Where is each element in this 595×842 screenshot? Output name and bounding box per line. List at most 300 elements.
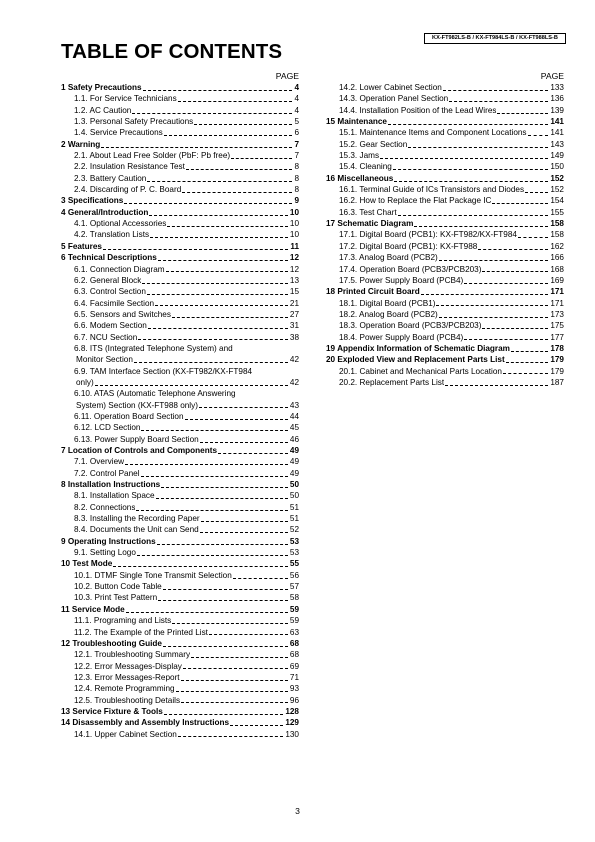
toc-entry-label: 6.1. Connection Diagram: [74, 264, 165, 274]
toc-subsection-entry[interactable]: [326, 275, 564, 286]
toc-subsection-entry[interactable]: [61, 343, 299, 354]
dot-leader: [233, 577, 288, 579]
toc-section-entry[interactable]: [61, 445, 299, 456]
toc-entry-page: 4: [294, 83, 299, 92]
toc-entry-page: 10: [289, 207, 299, 217]
dot-leader: [230, 724, 283, 726]
toc-subsection-entry[interactable]: [61, 547, 299, 558]
toc-entry-page: 46: [289, 434, 299, 444]
toc-subsection-entry[interactable]: [61, 286, 299, 297]
toc-subsection-entry[interactable]: [61, 116, 299, 127]
dot-leader: [237, 396, 297, 397]
toc-entry-label: 12 Troubleshooting Guide: [61, 638, 162, 648]
toc-subsection-entry[interactable]: [61, 661, 299, 672]
toc-entry-page: 53: [289, 536, 299, 546]
dot-leader: [178, 100, 293, 102]
toc-entry-label: 6.4. Facsimile Section: [74, 298, 155, 308]
toc-entry-label: 15.2. Gear Section: [339, 139, 408, 149]
toc-subsection-entry[interactable]: [61, 105, 299, 116]
toc-entry-page: 69: [289, 661, 299, 671]
toc-entry-page: 52: [289, 525, 299, 535]
dot-leader: [478, 248, 548, 250]
toc-entry-page: 12: [289, 264, 299, 274]
dot-leader: [200, 531, 288, 533]
toc-subsection-entry[interactable]: [61, 275, 299, 286]
dot-leader: [393, 168, 549, 170]
model-number-badge: KX-FT982LS-B / KX-FT984LS-B / KX-FT988LS-B: [424, 33, 566, 44]
toc-entry-page: 158: [550, 219, 564, 229]
toc-section-entry[interactable]: [61, 241, 299, 252]
toc-subsection-entry[interactable]: [61, 434, 299, 445]
dot-leader: [172, 316, 288, 318]
toc-entry-page: 68: [289, 638, 299, 648]
toc-entry-page: 8: [294, 173, 299, 183]
toc-subsection-entry[interactable]: [61, 184, 299, 195]
dot-leader: [439, 316, 549, 318]
dot-leader: [506, 361, 549, 363]
dot-leader: [200, 441, 288, 443]
toc-entry-page: 10: [289, 230, 299, 240]
toc-subsection-entry[interactable]: [326, 377, 564, 388]
dot-leader: [185, 418, 288, 420]
dot-leader: [482, 327, 548, 329]
toc-subsection-entry[interactable]: [61, 320, 299, 331]
dot-leader: [497, 112, 548, 114]
dot-leader: [234, 351, 297, 352]
toc-entry-label: 10 Test Mode: [61, 559, 113, 569]
dot-leader: [218, 452, 288, 454]
toc-entry-label: 6.2. General Block: [74, 275, 142, 285]
toc-column-left: [61, 70, 299, 740]
toc-entry-label: 1.3. Personal Safety Precautions: [74, 117, 194, 127]
dot-leader: [137, 554, 288, 556]
toc-entry-page: 7: [294, 151, 299, 161]
dot-leader: [132, 112, 292, 114]
toc-entry-page: 93: [289, 684, 299, 694]
toc-subsection-entry[interactable]: [326, 207, 564, 218]
toc-entry-page: 133: [550, 83, 564, 92]
toc-subsection-entry[interactable]: [326, 320, 564, 331]
toc-entry-page: 130: [285, 729, 299, 739]
toc-subsection-entry[interactable]: [61, 729, 299, 740]
dot-leader: [414, 225, 548, 227]
toc-entry-label: 18 Printed Circuit Board: [326, 287, 420, 297]
dot-leader: [147, 180, 292, 182]
toc-entry-label: 4.2. Translation Lists: [74, 230, 150, 240]
toc-entry-page: 152: [550, 185, 564, 195]
dot-leader: [525, 191, 548, 193]
dot-leader: [449, 100, 548, 102]
toc-entry-label: 6.6. Modem Section: [74, 321, 147, 331]
toc-entry-label: 6.11. Operation Board Section: [74, 411, 184, 421]
toc-subsection-entry[interactable]: [61, 411, 299, 422]
dot-leader: [183, 667, 288, 669]
toc-entry-label: 16.3. Test Chart: [339, 207, 397, 217]
toc-entry-page: 56: [289, 570, 299, 580]
toc-entry-page: 42: [289, 377, 299, 387]
dot-leader: [124, 202, 292, 204]
dot-leader: [156, 497, 288, 499]
toc-entry-page: 71: [289, 672, 299, 682]
toc-entry-page: 9: [294, 196, 299, 206]
dot-leader: [147, 293, 288, 295]
toc-entry-label: 8.3. Installing the Recording Paper: [74, 514, 200, 524]
toc-section-entry[interactable]: [61, 638, 299, 649]
toc-subsection-entry[interactable]: [326, 264, 564, 275]
toc-entry-label: 5 Features: [61, 241, 102, 251]
toc-subsection-entry[interactable]: [61, 388, 299, 399]
toc-entry-label: 11.2. The Example of the Printed List: [74, 627, 208, 637]
toc-entry-page: 152: [550, 173, 564, 183]
toc-entry-label: 17 Schematic Diagram: [326, 219, 414, 229]
toc-entry-label: 14.2. Lower Cabinet Section: [339, 83, 442, 92]
toc-entry-page: 49: [289, 468, 299, 478]
toc-entry-label: 17.2. Digital Board (PCB1): KX-FT988: [339, 241, 478, 251]
toc-subsection-entry[interactable]: [326, 366, 564, 377]
toc-list-right: [326, 82, 564, 388]
toc-entry-page: 128: [285, 706, 299, 716]
toc-entry-label: 8.2. Connections: [74, 502, 136, 512]
toc-subsection-entry[interactable]: [61, 173, 299, 184]
toc-entry-page: 55: [289, 559, 299, 569]
dot-leader: [231, 157, 292, 159]
toc-entry-page: 143: [550, 139, 564, 149]
dot-leader: [181, 679, 288, 681]
toc-entry-page: 171: [550, 287, 564, 297]
toc-entry-label: Monitor Section: [76, 355, 133, 365]
dot-leader: [518, 236, 548, 238]
toc-section-entry[interactable]: [326, 116, 564, 127]
toc-subsection-entry[interactable]: [61, 298, 299, 309]
toc-entry-page: 51: [289, 514, 299, 524]
toc-entry-label: 6.8. ITS (Integrated Telephone System) and: [74, 343, 233, 353]
toc-entry-label: 20 Exploded View and Replacement Parts List: [326, 355, 505, 365]
toc-list-left: [61, 82, 299, 740]
toc-entry-label: 16.1. Terminal Guide of ICs Transistors and Diodes: [339, 185, 525, 195]
toc-entry-label: 16 Miscellaneous: [326, 173, 394, 183]
toc-entry-page: 12: [289, 253, 299, 263]
dot-leader: [163, 645, 288, 647]
toc-section-entry[interactable]: [61, 706, 299, 717]
toc-section-entry[interactable]: [61, 139, 299, 150]
toc-subsection-entry[interactable]: [61, 502, 299, 513]
toc-subsection-entry[interactable]: [61, 490, 299, 501]
toc-section-entry[interactable]: [326, 354, 564, 365]
toc-entry-page: 169: [550, 275, 564, 285]
toc-entry-label: 17.1. Digital Board (PCB1): KX-FT982/KX-FT984: [339, 230, 517, 240]
toc-entry-label: 9 Operating Instructions: [61, 536, 156, 546]
toc-entry-label: 2.2. Insulation Resistance Test: [74, 162, 185, 172]
toc-subsection-entry[interactable]: [326, 82, 564, 93]
toc-subsection-entry[interactable]: [61, 366, 299, 377]
toc-section-entry[interactable]: [61, 479, 299, 490]
toc-entry-page: 158: [550, 230, 564, 240]
toc-section-entry[interactable]: [61, 558, 299, 569]
toc-section-entry[interactable]: [61, 536, 299, 547]
toc-entry-label: 2 Warning: [61, 139, 101, 149]
toc-entry-page: 49: [289, 457, 299, 467]
toc-entry-label: 12.5. Troubleshooting Details: [74, 695, 181, 705]
toc-subsection-entry[interactable]: [61, 400, 299, 411]
dot-leader: [528, 134, 549, 136]
toc-entry-label: 10.1. DTMF Single Tone Transmit Selection: [74, 570, 232, 580]
toc-entry-label: 12.3. Error Messages-Report: [74, 672, 180, 682]
toc-subsection-entry[interactable]: [326, 161, 564, 172]
dot-leader: [176, 690, 288, 692]
dot-leader: [157, 543, 288, 545]
toc-entry-label: 14.3. Operation Panel Section: [339, 94, 449, 104]
toc-subsection-entry[interactable]: [326, 93, 564, 104]
toc-entry-label: 7.1. Overview: [74, 457, 125, 467]
toc-subsection-entry[interactable]: [61, 264, 299, 275]
toc-entry-label: 4.1. Optional Accessories: [74, 219, 167, 229]
toc-entry-page: 50: [289, 480, 299, 490]
dot-leader: [464, 282, 548, 284]
dot-leader: [199, 406, 288, 408]
dot-leader: [142, 282, 288, 284]
toc-entry-page: 68: [289, 650, 299, 660]
toc-subsection-entry[interactable]: [61, 581, 299, 592]
toc-entry-page: 58: [289, 593, 299, 603]
dot-leader: [158, 259, 288, 261]
toc-entry-label: 11.1. Programing and Lists: [74, 616, 172, 626]
toc-entry-page: 5: [294, 117, 299, 127]
dot-leader: [164, 713, 284, 715]
dot-leader: [141, 429, 287, 431]
dot-leader: [134, 361, 288, 363]
toc-entry-page: 49: [289, 446, 299, 455]
toc-entry-page: 10: [289, 219, 299, 229]
toc-subsection-entry[interactable]: [61, 309, 299, 320]
dot-leader: [148, 327, 288, 329]
dot-leader: [161, 486, 288, 488]
toc-entry-page: 50: [289, 491, 299, 501]
toc-entry-page: 4: [294, 105, 299, 115]
toc-entry-label: 3 Specifications: [61, 196, 124, 206]
toc-subsection-entry[interactable]: [61, 468, 299, 479]
toc-entry-label: 1.2. AC Caution: [74, 105, 132, 115]
toc-subsection-entry[interactable]: [61, 422, 299, 433]
toc-entry-page: 129: [285, 718, 299, 728]
toc-entry-page: 42: [289, 355, 299, 365]
toc-subsection-entry[interactable]: [61, 695, 299, 706]
dot-leader: [186, 168, 293, 170]
toc-subsection-entry[interactable]: [61, 627, 299, 638]
toc-subsection-entry[interactable]: [61, 672, 299, 683]
toc-entry-label: 1.4. Service Precautions: [74, 128, 163, 138]
toc-entry-label: 20.1. Cabinet and Mechanical Parts Location: [339, 366, 502, 376]
toc-entry-label: 15 Maintenance: [326, 117, 387, 127]
toc-entry-page: 150: [550, 162, 564, 172]
toc-subsection-entry[interactable]: [326, 139, 564, 150]
toc-entry-label: 15.4. Cleaning: [339, 162, 392, 172]
toc-entry-page: 139: [550, 105, 564, 115]
toc-entry-label: 6 Technical Descriptions: [61, 253, 157, 263]
toc-subsection-entry[interactable]: [61, 354, 299, 365]
toc-entry-page: 168: [550, 264, 564, 274]
toc-entry-label: 7 Location of Controls and Components: [61, 446, 218, 455]
toc-subsection-entry[interactable]: [326, 127, 564, 138]
toc-subsection-entry[interactable]: [326, 195, 564, 206]
toc-column-right: [326, 70, 564, 388]
toc-entry-label: 18.4. Power Supply Board (PCB4): [339, 332, 464, 342]
dot-leader: [445, 384, 548, 386]
toc-entry-page: 27: [289, 309, 299, 319]
dot-leader: [209, 633, 288, 635]
dot-leader: [166, 270, 288, 272]
toc-subsection-entry[interactable]: [61, 93, 299, 104]
toc-entry-page: 38: [289, 332, 299, 342]
dot-leader: [181, 701, 288, 703]
toc-entry-page: 6: [294, 128, 299, 138]
toc-entry-page: 179: [550, 366, 564, 376]
toc-subsection-entry[interactable]: [61, 456, 299, 467]
dot-leader: [158, 599, 288, 601]
page-column-heading-left: PAGE: [275, 71, 299, 81]
toc-section-entry[interactable]: [326, 286, 564, 297]
toc-subsection-entry[interactable]: [326, 252, 564, 263]
toc-subsection-entry[interactable]: [326, 105, 564, 116]
toc-section-entry[interactable]: [326, 343, 564, 354]
toc-entry-label: 15.1. Maintenance Items and Component Locations: [339, 128, 527, 138]
toc-section-entry[interactable]: [61, 82, 299, 93]
toc-entry-label: 6.3. Control Section: [74, 287, 146, 297]
toc-subsection-entry[interactable]: [61, 615, 299, 626]
toc-subsection-entry[interactable]: [61, 649, 299, 660]
toc-subsection-entry[interactable]: [61, 161, 299, 172]
toc-entry-label: 15.3. Jams: [339, 151, 380, 161]
toc-subsection-entry[interactable]: [61, 218, 299, 229]
dot-leader: [439, 259, 549, 261]
toc-subsection-entry[interactable]: [61, 127, 299, 138]
toc-entry-label: 6.9. TAM Interface Section (KX-FT982/KX-FT984: [74, 366, 253, 376]
toc-entry-page: 31: [289, 321, 299, 331]
dot-leader: [482, 270, 548, 272]
toc-entry-label: 14 Disassembly and Assembly Instructions: [61, 718, 230, 728]
toc-entry-page: 44: [289, 411, 299, 421]
toc-subsection-entry[interactable]: [326, 298, 564, 309]
toc-subsection-entry[interactable]: [61, 513, 299, 524]
toc-subsection-entry[interactable]: [326, 332, 564, 343]
toc-section-entry[interactable]: [61, 252, 299, 263]
toc-subsection-entry[interactable]: [326, 184, 564, 195]
toc-subsection-entry[interactable]: [61, 332, 299, 343]
toc-entry-label: 1 Safety Precautions: [61, 83, 142, 92]
dot-leader: [394, 180, 548, 182]
toc-section-entry[interactable]: [61, 207, 299, 218]
toc-entry-label: 12.1. Troubleshooting Summary: [74, 650, 191, 660]
dot-leader: [136, 509, 287, 511]
toc-entry-label: 18.1. Digital Board (PCB1): [339, 298, 436, 308]
toc-section-entry[interactable]: [61, 717, 299, 728]
dot-leader: [408, 146, 548, 148]
toc-entry-label: 4 General/Introduction: [61, 207, 149, 217]
toc-entry-page: 162: [550, 241, 564, 251]
toc-entry-page: 171: [550, 298, 564, 308]
dot-leader: [388, 123, 548, 125]
toc-entry-page: 149: [550, 151, 564, 161]
dot-leader: [138, 338, 288, 340]
toc-entry-label: 1.1. For Service Technicians: [74, 94, 177, 104]
dot-leader: [150, 236, 288, 238]
toc-subsection-entry[interactable]: [61, 229, 299, 240]
toc-subsection-entry[interactable]: [326, 241, 564, 252]
toc-entry-label: 6.5. Sensors and Switches: [74, 309, 171, 319]
toc-section-entry[interactable]: [61, 195, 299, 206]
page-title: TABLE OF CONTENTS: [61, 40, 283, 63]
dot-leader: [194, 123, 292, 125]
toc-entry-label: 6.10. ATAS (Automatic Telephone Answering: [74, 389, 236, 399]
toc-entry-page: 11: [290, 241, 299, 251]
toc-subsection-entry[interactable]: [61, 592, 299, 603]
toc-entry-label: 14.1. Upper Cabinet Section: [74, 729, 177, 739]
toc-entry-page: 154: [550, 196, 564, 206]
dot-leader: [443, 89, 548, 91]
toc-entry-label: 17.4. Operation Board (PCB3/PCB203): [339, 264, 482, 274]
toc-entry-label: 11 Service Mode: [61, 604, 125, 614]
toc-subsection-entry[interactable]: [61, 570, 299, 581]
dot-leader: [155, 304, 288, 306]
dot-leader: [164, 134, 293, 136]
toc-entry-page: 53: [289, 548, 299, 558]
toc-entry-page: 177: [550, 332, 564, 342]
toc-entry-page: 13: [289, 275, 299, 285]
dot-leader: [492, 202, 548, 204]
toc-subsection-entry[interactable]: [61, 524, 299, 535]
toc-entry-label: 10.3. Print Test Pattern: [74, 593, 158, 603]
toc-entry-label: 18.2. Analog Board (PCB2): [339, 309, 438, 319]
toc-entry-page: 63: [289, 627, 299, 637]
toc-section-entry[interactable]: [61, 604, 299, 615]
toc-entry-page: 7: [294, 139, 299, 149]
dot-leader: [95, 384, 288, 386]
toc-entry-page: 141: [550, 128, 564, 138]
dot-leader: [163, 588, 288, 590]
toc-subsection-entry[interactable]: [61, 377, 299, 388]
toc-entry-label: 18.3. Operation Board (PCB3/PCB203): [339, 321, 482, 331]
toc-entry-label: 2.1. About Lead Free Solder (PbF: Pb free): [74, 151, 231, 161]
dot-leader: [125, 463, 288, 465]
toc-entry-label: System) Section (KX-FT988 only): [76, 400, 198, 410]
toc-entry-page: 8: [294, 185, 299, 195]
toc-entry-label: 6.7. NCU Section: [74, 332, 138, 342]
dot-leader: [178, 735, 283, 737]
toc-section-entry[interactable]: [326, 218, 564, 229]
toc-entry-label: 7.2. Control Panel: [74, 468, 140, 478]
toc-entry-label: 16.2. How to Replace the Flat Package IC: [339, 196, 492, 206]
toc-entry-page: 21: [289, 298, 299, 308]
toc-subsection-entry[interactable]: [61, 683, 299, 694]
toc-entry-label: only): [76, 377, 94, 387]
page-column-heading-right: PAGE: [540, 71, 564, 81]
toc-entry-page: 8: [294, 162, 299, 172]
dot-leader: [126, 611, 288, 613]
toc-entry-page: 45: [289, 423, 299, 433]
toc-entry-label: 8.1. Installation Space: [74, 491, 155, 501]
toc-entry-page: 51: [289, 502, 299, 512]
toc-subsection-entry[interactable]: [326, 150, 564, 161]
toc-subsection-entry[interactable]: [61, 150, 299, 161]
page-number: 3: [295, 806, 300, 816]
toc-subsection-entry[interactable]: [326, 229, 564, 240]
toc-entry-label: 19 Appendix Information of Schematic Diagram: [326, 343, 510, 353]
toc-section-entry[interactable]: [326, 173, 564, 184]
dot-leader: [398, 214, 549, 216]
dot-leader: [103, 248, 288, 250]
toc-subsection-entry[interactable]: [326, 309, 564, 320]
toc-entry-label: 17.5. Power Supply Board (PCB4): [339, 275, 464, 285]
toc-entry-label: 2.3. Battery Caution: [74, 173, 147, 183]
